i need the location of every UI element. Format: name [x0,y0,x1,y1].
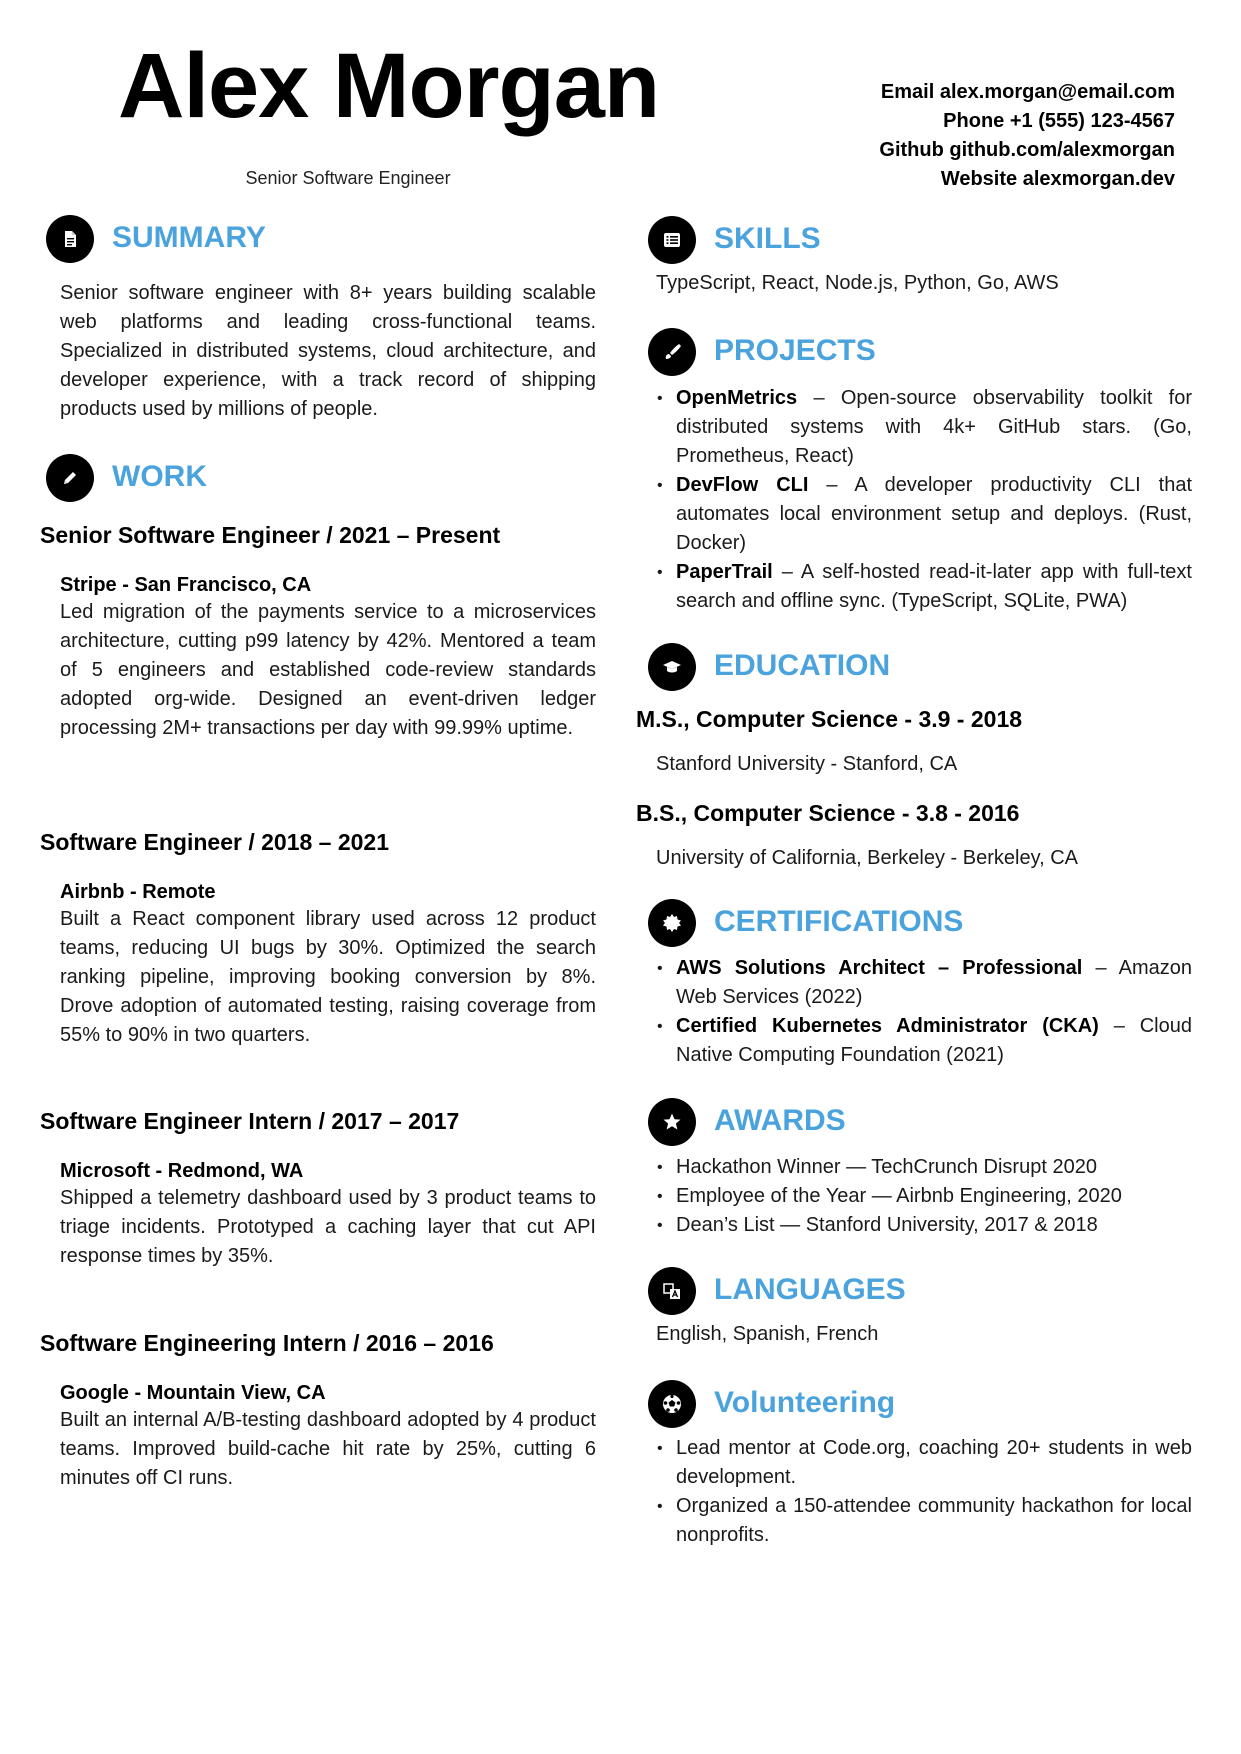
summary-text: Senior software engineer with 8+ years building scalable web platforms and leading cross-functional teams. Specialized in distributed systems, cloud architecture, and developer experience, with a track record of shipping products used by millions of people. [60,282,596,420]
education-school: University of California, Berkeley - Berkeley, CA [656,847,1078,869]
project-description: – Open-source observability toolkit for distributed systems with 4k+ GitHub stars. (Go, Prometheus, React) [676,387,1193,467]
list-item: • Dean’s List — Stanford University, 2017 & 2018 [656,1211,1192,1240]
projects-list [656,384,1192,616]
contact-phone-label: Phone [943,110,1005,132]
education-degree: B.S., Computer Science - 3.8 - 2016 [636,800,1020,826]
volunteering-title: Volunteering [714,1386,896,1419]
contact-phone-value[interactable]: +1 (555) 123-4567 [1009,110,1175,132]
project-name: OpenMetrics [676,387,798,409]
graduation-cap-icon [648,643,696,691]
list-item: • Lead mentor at Code.org, coaching 20+ students in web development. [656,1434,1192,1492]
projects-title: PROJECTS [714,334,876,367]
list-item: • Hackathon Winner — TechCrunch Disrupt 2020 [656,1153,1192,1182]
job-organization: Google - Mountain View, CA [60,1382,326,1404]
document-icon [46,215,94,263]
education-title: EDUCATION [714,649,891,682]
list-item: • Organized a 150-attendee community hackathon for local nonprofits. [656,1492,1192,1550]
job-title: Software Engineering Intern / 2016 – 2016 [40,1330,494,1356]
certification-name: Certified Kubernetes Administrator (CKA) [676,1015,1099,1037]
languages-title: LANGUAGES [714,1273,906,1306]
awards-title: AWARDS [714,1104,846,1137]
project-description: – A developer productivity CLI that automates local environment setup and deploys. (Rust, Docker) [676,474,1193,554]
list-item [656,471,1192,558]
job-title: Software Engineer / 2018 – 2021 [40,829,390,855]
certifications-list [656,954,1192,1070]
project-description: – A self-hosted read-it-later app with full-text search and offline sync. (TypeScript, SQLite, PWA) [676,561,1192,612]
brush-icon [648,328,696,376]
project-name: PaperTrail [676,561,773,583]
list-item [656,1012,1192,1070]
candidate-name: Alex Morgan [118,35,660,137]
soccer-ball-icon [648,1380,696,1428]
summary-title: SUMMARY [112,221,266,254]
job-description: Led migration of the payments service to a microservices architecture, cutting p99 latency by 42%. Mentored a team of 5 engineers and established code-review standards adopted org-wide. Designed an event-driven ledger processing 2M+ transactions per day with 99.99% uptime. [60,601,596,739]
pencil-icon [46,454,94,502]
job-title: Software Engineer Intern / 2017 – 2017 [40,1108,460,1134]
job-description: Built an internal A/B-testing dashboard adopted by 4 product teams. Improved build-cache hit rate by 25%, cutting 6 minutes off CI runs. [60,1409,596,1489]
certification-issuer: – Amazon Web Services (2022) [676,957,1192,1008]
education-school: Stanford University - Stanford, CA [656,753,958,775]
contact-github-value[interactable]: github.com/alexmorgan [949,139,1175,161]
certifications-title: CERTIFICATIONS [714,905,964,938]
language-icon [648,1267,696,1315]
job-organization: Airbnb - Remote [60,881,216,903]
candidate-title: Senior Software Engineer [245,168,451,188]
contact-website-value[interactable]: alexmorgan.dev [1022,168,1175,190]
job-description: Built a React component library used across 12 product teams, reducing UI bugs by 30%. Optimized the search ranking pipeline, improving booking conversion by 8%. Drove adoption of automated testing, raising coverage from 55% to 90% in two quarters. [60,908,596,1046]
list-item: • Employee of the Year — Airbnb Engineering, 2020 [656,1182,1192,1211]
contact-email-label: Email [880,81,935,103]
star-icon [648,1098,696,1146]
job-description: Shipped a telemetry dashboard used by 3 product teams to triage incidents. Prototyped a caching layer that cut API response times by 35%. [60,1187,596,1267]
awards-list [656,1153,1192,1240]
certificate-icon [648,899,696,947]
left-column [40,0,596,1754]
project-name: DevFlow CLI [676,474,809,496]
skills-title: SKILLS [714,222,821,255]
list-item [656,558,1192,616]
contact-email-value[interactable]: alex.morgan@email.com [939,81,1175,103]
work-title: WORK [112,460,207,493]
job-organization: Stripe - San Francisco, CA [60,574,312,596]
education-degree: M.S., Computer Science - 3.9 - 2018 [636,706,1023,732]
list-item [656,384,1192,471]
job-organization: Microsoft - Redmond, WA [60,1160,304,1182]
certification-issuer: – Cloud Native Computing Foundation (2021) [676,1015,1192,1066]
skills-text: TypeScript, React, Node.js, Python, Go, AWS [656,272,1059,294]
contact-github-label: Github [879,139,944,161]
languages-text: English, Spanish, French [656,1323,879,1345]
list-item [656,954,1192,1012]
right-column [636,0,1191,1754]
job-title: Senior Software Engineer / 2021 – Present [40,522,501,548]
list-icon [648,216,696,264]
contact-website-label: Website [940,168,1018,190]
certification-name: AWS Solutions Architect – Professional [676,957,1083,979]
volunteering-list [656,1434,1192,1550]
